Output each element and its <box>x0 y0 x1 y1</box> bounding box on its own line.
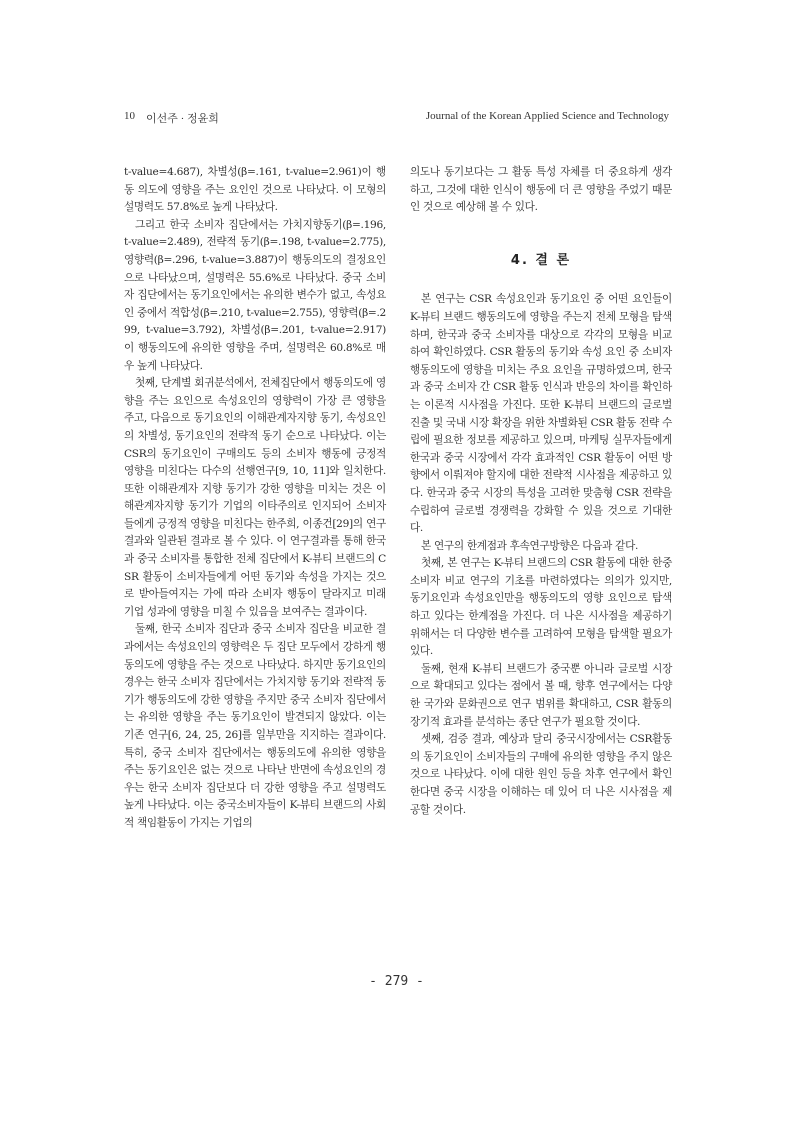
left-paragraph-4: 둘째, 한국 소비자 집단과 중국 소비자 집단을 비교한 결과에서는 속성요인의 영향력은 두 집단 모두에서 강하게 행동의도에 영향을 주는 것으로 나타났다. 하지만 동기요인의 경우는 한국 소비자 집단에서는 가치지향 동기와 전략적 동기가 행동의도에 강한 영향을 주지만 중국 소비자 집단에서는 유의한 영향을 주는 동기요인이 발견되지 않았다. 이는 기존 연구[6, 24, 25, 26]를 일부만을 지지하는 결과이다. 특히, 중국 소비자 집단에서는 행동의도에 유의한 영향을 주는 동기요인은 없는 것으로 나타난 반면에 속성요인의 경우는 한국 소비자 집단보다 더 강한 영향을 주고 설명력도 높게 나타났다. 이는 중국소비자들이 K-뷰티 브랜드의 사회적 책임활동이 가지는 기업의 <box>124 623 386 829</box>
right-paragraph-1: 본 연구는 CSR 속성요인과 동기요인 중 어떤 요인들이 K-뷰티 브랜드 행동의도에 영향을 주는지 전체 모형을 탐색하며, 한국과 중국 소비자를 대상으로 각각의 모형을 비교하여 확인하였다. CSR 활동의 동기와 속성 요인 중 소비자 행동의도에 영향을 미치는 주요 요인을 규명하였으며, 한국과 중국 소비자 간 CSR 활동 인식과 반응의 차이를 확인하는 이론적 시사점을 가진다. 또한 K-뷰티 브랜드의 글로벌 진출 및 국내 시장 확장을 위한 차별화된 CSR 활동 전략 수립에 필요한 정보를 제공하고 있으며, 마케팅 실무자들에게 한국과 중국 시장에서 각각 효과적인 CSR 활동이 어떤 방향에서 이뤄져야 할지에 대한 전략적 시사점을 제공하고 있다. 한국과 중국 시장의 특성을 고려한 맞춤형 CSR 전략을 수립하여 글로벌 경쟁력을 강화할 수 있을 것으로 기대한다. <box>410 293 672 535</box>
right-paragraph-3: 첫째, 본 연구는 K-뷰티 브랜드의 CSR 활동에 대한 한중 소비자 비교 연구의 기초를 마련하였다는 의의가 있지만, 동기요인과 속성요인만을 행동의도의 영향 요인으로 탐색하고 있다는 한계점을 가진다. 더 나은 시사점을 제공하기 위해서는 더 다양한 변수를 고려하여 모형을 탐색할 필요가 있다. <box>410 557 672 658</box>
left-paragraph-1: t-value=4.687), 차별성(β=.161, t-value=2.961)이 행동 의도에 영향을 주는 요인인 것으로 나타났다. 이 모형의 설명력도 57.8%로 높게 나타났다. <box>124 166 386 214</box>
right-column <box>410 164 672 819</box>
right-paragraph-continued: 의도나 동기보다는 그 활동 특성 자체를 더 중요하게 생각하고, 그것에 대한 인식이 행동에 더 큰 영향을 주었기 때문인 것으로 예상해 볼 수 있다. <box>410 166 672 214</box>
running-header <box>124 110 669 128</box>
page-footer-number: - 279 - <box>369 974 424 989</box>
right-paragraph-4: 둘째, 현재 K-뷰티 브랜드가 중국뿐 아니라 글로벌 시장으로 확대되고 있다는 점에서 볼 때, 향후 연구에서는 다양한 국가와 문화권으로 연구 범위를 확대하고, CSR 활동의 장기적 효과를 분석하는 종단 연구가 필요할 것이다. <box>410 662 672 728</box>
left-paragraph-2: 그리고 한국 소비자 집단에서는 가치지향동기(β=.196, t-value=2.489), 전략적 동기(β=.198, t-value=2.775), 영향력(β=.296, t-value=3.887)이 행동의도의 결정요인으로 나타났으며, 설명력은 55.6%로 나타났다. 중국 소비자 집단에서는 동기요인에서는 유의한 변수가 없고, 속성요인 중에서 적합성(β=.210, t-value=2.755), 영향력(β=.299, t-value=3.792), 차별성(β=.201, t-value=2.917)이 행동의도에 유의한 영향을 주며, 설명력은 60.8%로 매우 높게 나타났다. <box>124 218 386 372</box>
header-authors: 이선주 · 정윤희 <box>146 113 219 125</box>
left-paragraph-3: 첫째, 단계별 회귀분석에서, 전체집단에서 행동의도에 영향을 주는 요인으로 속성요인의 영향력이 가장 큰 영향을 주고, 다음으로 동기요인의 이해관계자지향 동기, 속성요인의 차별성, 동기요인의 전략적 동기 순으로 나타났다. 이는 CSR의 동기요인이 구매의도 등의 소비자 행동에 긍정적 영향을 미친다는 다수의 선행연구[9, 10, 11]와 일치한다. 또한 이해관계자 지향 동기가 강한 영향을 미치는 것은 이해관계자지향 동기가 기업의 이타주의로 인지되어 소비자들에게 긍정적 영향을 미친다는 한주희, 이종건[29]의 연구결과와 일관된 결과로 볼 수 있다. 이 연구결과를 통해 한국과 중국 소비자를 통합한 전체 집단에서 K-뷰티 브랜드의 CSR 활동이 소비자들에게 어떤 동기와 속성을 가지는 것으로 받아들여지는 가에 따라 소비자 행동이 달라지고 미래 기업 성과에 영향을 미칠 수 있음을 보여주는 결과이다. <box>124 377 386 618</box>
section-title-conclusion: 4. 결 론 <box>510 252 572 268</box>
right-paragraph-5: 셋째, 검증 결과, 예상과 달리 중국시장에서는 CSR활동의 동기요인이 소비자들의 구매에 유의한 영향을 주지 않은 것으로 나타났다. 이에 대한 원인 등을 차후 연구에서 확인한다면 중국 시장을 이해하는 데 있어 더 나은 시사점을 제공할 것이다. <box>410 733 672 816</box>
header-journal-name: Journal of the Korean Applied Science and Technology <box>425 110 669 122</box>
right-paragraph-2: 본 연구의 한계점과 후속연구방향은 다음과 같다. <box>421 539 639 552</box>
left-column <box>124 164 386 833</box>
header-page-number: 10 <box>124 110 135 122</box>
